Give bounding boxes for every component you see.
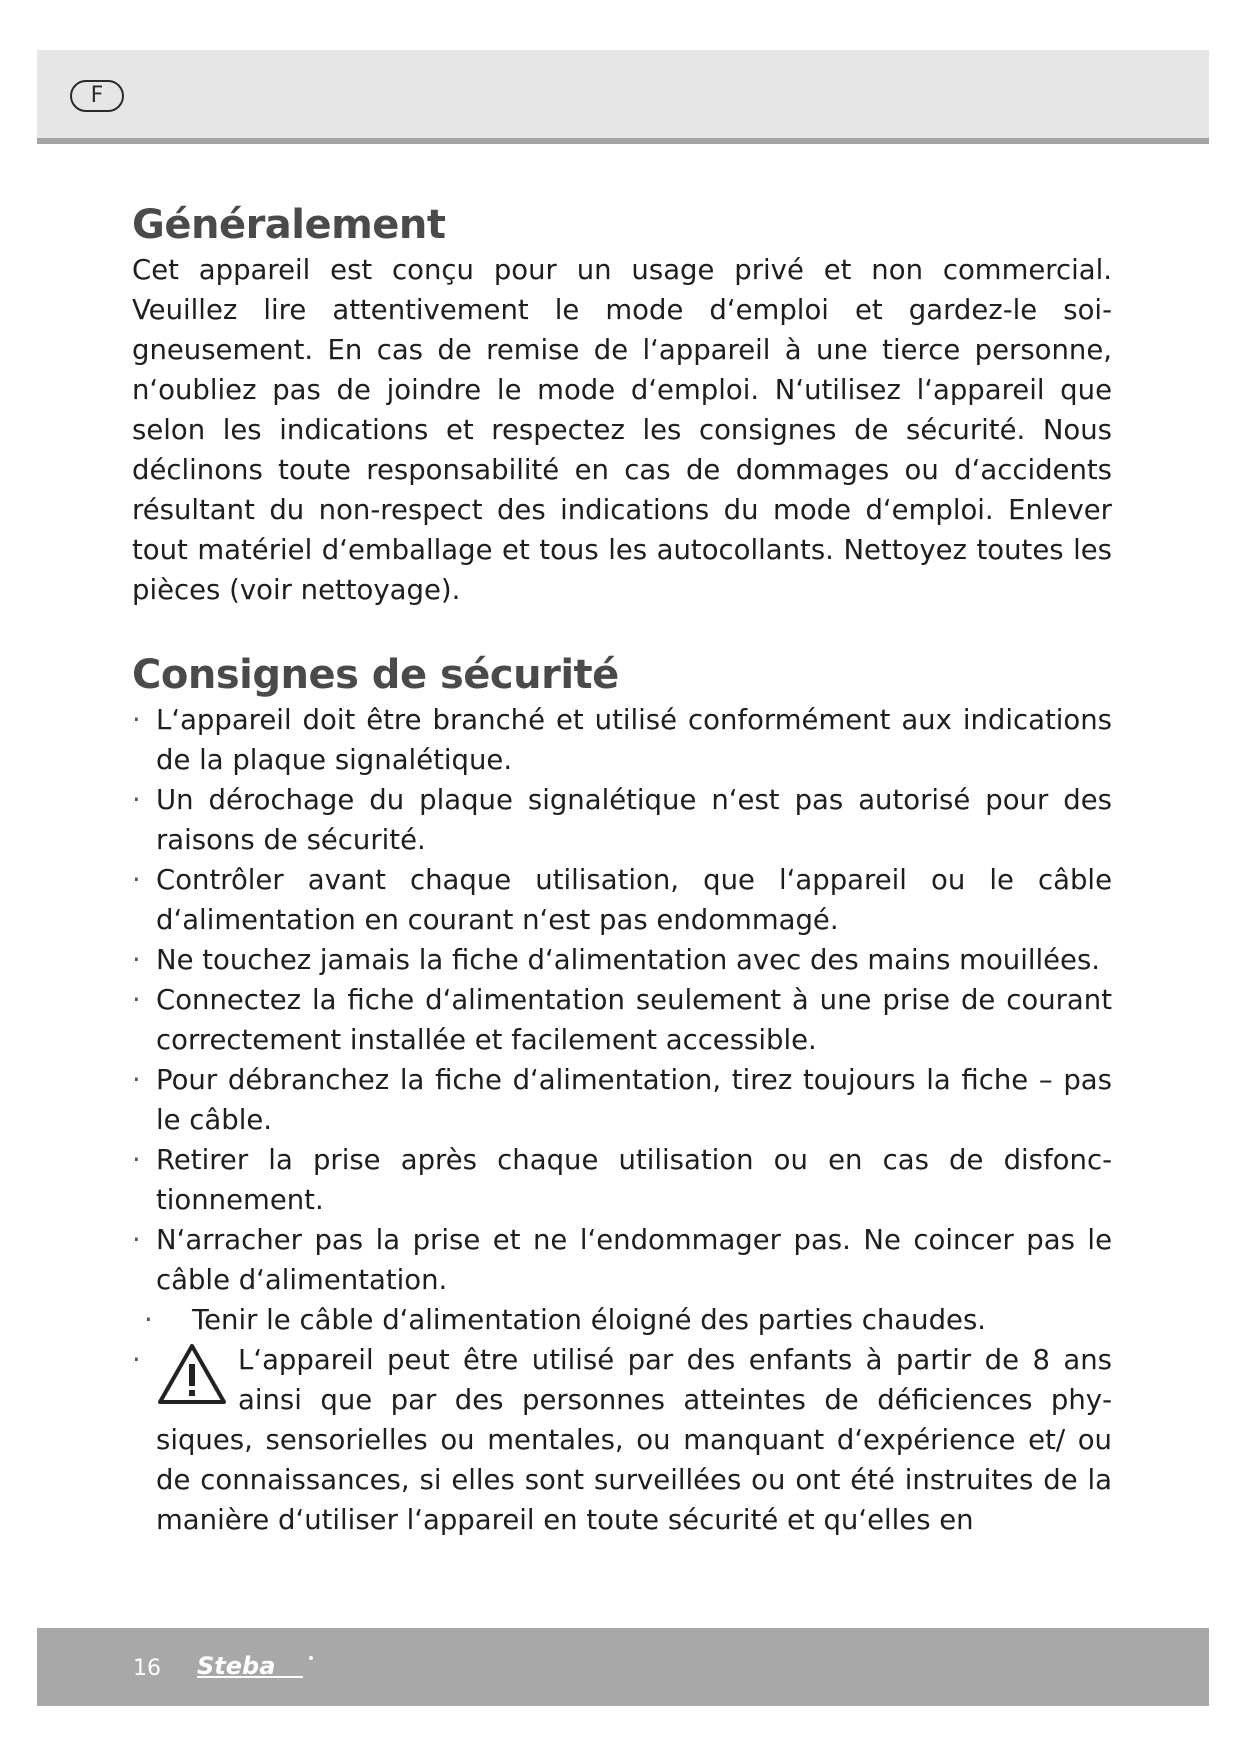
list-item-warning: · L‘appareil peut être utilisé par des enfants à partir de 8 ans ainsi que par des personnes atteintes de déficiences physiques, sensorielles ou mentales, ou manquant d‘expérience et/ ou de connaissances, si elles sont surveillées ou ont été instruites de la manière d‘utiliser l‘appareil en toute sécurité et qu‘elles en <box>132 1340 1112 1540</box>
list-item: · Ne touchez jamais la fiche d‘alimentation avec des mains mouillées. <box>132 940 1112 980</box>
language-badge: F <box>70 80 124 112</box>
bullet-dot: · <box>144 1304 153 1336</box>
bullet-dot: · <box>132 1224 141 1256</box>
general-paragraph: Cet appareil est conçu pour un usage privé et non commercial. Veuillez lire attentivement le mode d‘emploi et gardez-le soigneusement. En cas de remise de l‘appareil à une tierce personne, n‘oubliez pas de joindre le mode d‘emploi. N‘utilisez l‘appareil que selon les indications et respectez les consignes de sécurité. Nous déclinons toute responsabilité en cas de dommages ou d‘accidents résultant du non-respect des indications du mode d‘emploi. Enlever tout matériel d‘emballage et tous les autocollants. Nettoyez toutes les pièces (voir nettoyage). <box>132 254 1112 606</box>
section-title-safety: Consignes de sécurité <box>132 652 619 698</box>
bullet-dot: · <box>132 984 141 1016</box>
bullet-dot: · <box>132 784 141 816</box>
list-item: · L‘appareil doit être branché et utilisé conformément aux indications de la plaque signalétique. <box>132 700 1112 780</box>
svg-text:Steba: Steba <box>197 1652 276 1680</box>
bullet-dot: · <box>132 1344 141 1376</box>
list-item: · Retirer la prise après chaque utilisation ou en cas de disfonctionnement. <box>132 1140 1112 1220</box>
page-footer <box>37 1628 1209 1706</box>
bullet-dot: · <box>132 1064 141 1096</box>
bullet-dot: · <box>132 944 141 976</box>
list-item: · Tenir le câble d‘alimentation éloigné des parties chaudes. <box>132 1300 1112 1340</box>
list-item: · Un dérochage du plaque signalétique n‘est pas autorisé pour des raisons de sécurité. <box>132 780 1112 860</box>
warning-icon <box>156 1342 228 1406</box>
list-item: · Connectez la fiche d‘alimentation seulement à une prise de courant correctement installée et facilement accessible. <box>132 980 1112 1060</box>
page-header <box>37 50 1209 144</box>
page-content <box>132 200 1112 1540</box>
section-title-general: Généralement <box>132 202 446 248</box>
bullet-dot: · <box>132 704 141 736</box>
page-number: 16 <box>133 1656 161 1681</box>
bullet-dot: · <box>132 864 141 896</box>
safety-list <box>132 700 1112 1540</box>
list-item: · N‘arracher pas la prise et ne l‘endommager pas. Ne coincer pas le câble d‘alimentation. <box>132 1220 1112 1300</box>
list-item: · Contrôler avant chaque utilisation, que l‘appareil ou le câble d‘alimentation en courant n‘est pas endommagé. <box>132 860 1112 940</box>
bullet-dot: · <box>132 1144 141 1176</box>
list-item: · Pour débranchez la fiche d‘alimentation, tirez toujours la fiche – pas le câble. <box>132 1060 1112 1140</box>
steba-logo <box>195 1650 325 1684</box>
